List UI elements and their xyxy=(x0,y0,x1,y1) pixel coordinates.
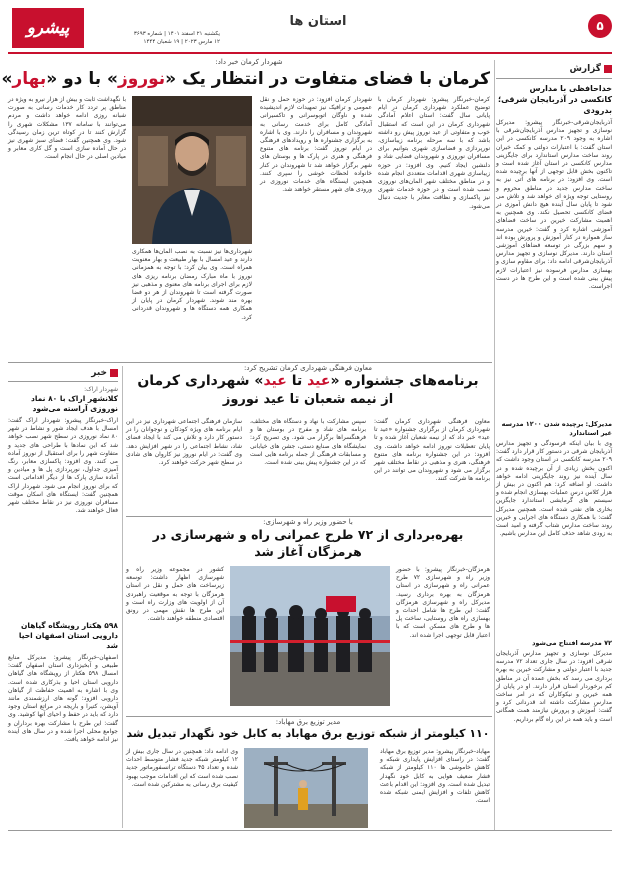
story2-headline: برنامه‌های جشنواره «عید تا عید» شهرداری کرمان xyxy=(137,373,479,389)
report-headline: خداحافظی با مدارس کانکسی در آذربایجان شرقی؛ بدرودی xyxy=(497,84,612,115)
portrait-illustration xyxy=(132,96,252,244)
main-body-3: شهرداری‌ها نیز نسبت به نصب المان‌ها همکاری دارند و عید امسال با بهار طبیعت و بهار معنویت همراه است. وی بیان کرد: با توجه به همزمانی نوروز با ماه مبارک رمضان برنامه ریزی های لازم برای اجرای برنامه های معنوی و مذهبی نیز صورت گرفته است تا شهروندان از هر دو فضا بهره مند شوند. شهردار کرمان در پایان از همکاری همه دستگاه ها و شهروندان قدردانی کرد. xyxy=(132,248,252,321)
story3-photo xyxy=(230,566,390,706)
news-column xyxy=(8,366,118,828)
report-body-2: وی با بیان اینکه فرسودگی و تجهیز مدارس آذربایجان شرقی در دستور کار قرار دارد گفت: ۲۰۹ مدرسه کانکسی در استان وجود داشت که اکنون بخش زیادی از آن برچیده شده و در سال آینده نیز روند جایگزینی ادامه خواهد داشت. او اضافه کرد: هم اکنون در بیش از هزار کلاس درس عملیات بهسازی انجام شده و سیستم های گرمایشی استاندارد جایگزین بخاری های نفتی شده است. همچنین مدیرکل گفت: با همکاری دستگاه های اجرایی و خیرین روند ساخت مدارس شتاب گرفته و امید است به زودی شاهد حذف کامل این مدارس باشیم. xyxy=(496,440,612,538)
story4-photo xyxy=(244,748,368,828)
page-header xyxy=(8,8,612,54)
story2-headline-line2: از نیمه شعبان تا عید نوروز xyxy=(222,392,394,407)
story3-bottom-rule xyxy=(126,716,492,717)
story4-body-2: وی ادامه داد: همچنین در سال جاری بیش از ۱۲ کیلومتر شبکه جدید فشار متوسط احداث شده و تعداد ۴۵ دستگاه ترانسفورماتور جدید نصب شده است که این اقدامات موجب بهبود کیفیت برق رسانی به مشترکین شده است. xyxy=(126,748,238,788)
right-column xyxy=(496,58,612,828)
story3-headline: بهره‌برداری از ۷۲ طرح عمرانی راه و شهرسازی در هرمزگان آغاز شد xyxy=(152,527,464,559)
story3 xyxy=(126,518,490,714)
story4-headline: ۱۱۰ کیلومتر از شبکه توزیع برق مهاباد به کابل خود نگهدار تبدیل شد xyxy=(126,727,490,740)
news-item2-title: ۵۹۸ هکتار رویشگاه گیاهان دارویی استان اصفهان احیا شد xyxy=(18,621,118,650)
main-kicker: شهردار کرمان خبر داد: xyxy=(215,58,283,66)
main-story xyxy=(1,56,490,360)
header-rule xyxy=(8,52,612,54)
main-headline: کرمان با فضای متفاوت در انتظار یک «نوروز» با دو «بهار» xyxy=(1,69,490,89)
right-col-divider xyxy=(494,60,495,830)
story3-body-1: هرمزگان-خبرنگار پیشرو: با حضور وزیر راه و شهرسازی ۷۲ طرح عمرانی راه و شهرسازی در استان هرمزگان به بهره برداری رسید. مدیرکل راه و شهرسازی هرمزگان گفت: این طرح ها شامل احداث و بهسازی راه های روستایی، ساخت پل ها و طرح های مسکن است که با اعتبار قابل توجهی اجرا شده اند. xyxy=(396,566,491,639)
report-subhead: مدیرکل: برچیده شدن ۱۲۰۰ مدرسه غیر استاندارد xyxy=(501,420,612,437)
main-body-1: کرمان-خبرنگار پیشرو: شهردار کرمان با توضیح عملکرد شهرداری کرمان در ایام پایانی سال گفت: استان اعلام آمادگی شهرداری کرمان در این است که استقبال خوب و متفاوتی از عید نوروز پیش رو داشته باشد که با سه مرحله برنامه زیباسازی، نورپردازی و فضاسازی شهری بتوانیم برای مسافران نوروزی و شهروندان فضایی شاد و دلنشین ایجاد کنیم. وی افزود: در حوزه زیباسازی شهری اقدامات متعددی انجام شده و در مناطق مختلف شهر المان‌های نوروزی نصب شده است و در حوزه خدمات شهری نیز پاکسازی و نظافت معابر با جدیت دنبال می‌شود. xyxy=(378,96,490,210)
power-line-illustration xyxy=(244,748,368,828)
report-body-1: آذربایجان‌شرقی-خبرنگار پیشرو: مدیرکل نوسازی و تجهیز مدارس آذربایجان‌شرقی با اشاره به وجود ۲۰۹ مدرسه کانکسی در این استان گفت: با اعتبارات دولتی و کمک خیران روند ساخت مدارس استاندارد برای جایگزینی مدارس کانکسی در استان آغاز شده است و تاکنون بخش قابل توجهی از آنها برچیده شده است. وی افزود: در برنامه های آتی نیز به ساخت مدارس جدید در مناطق محروم و روستایی توجه ویژه ای خواهد شد و تلاش می شود تا پایان سال آینده هیچ دانش آموزی در فضای کانکسی تحصیل نکند. وی همچنین به اهمیت مشارکت خیرین در ساخت فضاهای آموزشی اشاره کرد و گفت: خیرین مدرسه ساز همواره در کنار آموزش و پرورش بوده اند و سهم بزرگی در توسعه فضاهای آموزشی استان دارند. مدیرکل نوسازی و تجهیز مدارس آذربایجان‌شرقی ادامه داد: برای مقاوم سازی و بهسازی مدارس فرسوده نیز اعتبارات لازم پیش بینی شده است و این طرح ها در دست اجراست. xyxy=(496,119,612,291)
brand-logo: پیشرو xyxy=(12,8,84,48)
footer-rule xyxy=(8,830,612,831)
issue-date: یکشنبه ۲۱ اسفند ۱۴۰۱ | شماره ۳۶۹۳ ۱۲ مارس ۲۰۲۳ | ۱۹ شعبان ۱۴۴۴ xyxy=(133,31,220,45)
tag-square-icon xyxy=(110,369,118,377)
news-item1-kicker: شهردار اراک: xyxy=(84,386,118,393)
story2-body-1: معاون فرهنگی شهرداری کرمان گفت: شهرداری کرمان از برگزاری جشنواره «عید تا عید» خبر داد که از نیمه شعبان آغاز شده و تا پایان تعطیلات نوروز ادامه خواهد داشت. وی افزود: در این جشنواره برنامه های متنوع فرهنگی، هنری و مذهبی در نقاط مختلف شهر برگزار می شود و شهروندان می توانند در این برنامه ها شرکت کنند. xyxy=(374,418,490,483)
story2-body-2: سپس مشارکت با نهاد و دستگاه های مختلف، برنامه های شاد و مفرح در بوستان ها و فرهنگسراها برگزار می شود. وی تصریح کرد: نمایشگاه های صنایع دستی، جشن های خیابانی و مسابقات فرهنگی از جمله برنامه هایی است که در این جشنواره پیش بینی شده است. xyxy=(250,418,366,467)
main-bottom-rule xyxy=(8,362,492,363)
main-body-2: شهردار کرمان افزود: در حوزه حمل و نقل عمومی و ترافیک نیز تمهیدات لازم اندیشیده شده و ناوگان اتوبوسرانی و تاکسیرانی آمادگی کامل برای خدمت رسانی به شهروندان و مسافران را دارند. وی با اشاره به برگزاری جشنواره ها و رویدادهای فرهنگی در ایام نوروز گفت: برنامه های متنوع فرهنگی و هنری در پارک ها و بوستان های شهر برگزار خواهد شد تا شهروندان در کنار خانواده لحظات خوشی را سپری کنند. همچنین ایستگاه های خدمات نوروزی در ورودی های شهر مستقر خواهند شد. xyxy=(260,96,372,194)
left-col-divider xyxy=(122,366,123,828)
story2-kicker: معاون فرهنگی شهرداری کرمان تشریح کرد: xyxy=(244,364,372,372)
story2-body-3: سازمان فرهنگی اجتماعی شهرداری نیز در این ایام برنامه های ویژه کودکان و نوجوانان را در دستور کار دارد و تلاش می کند با ایجاد فضای شاد، نشاط اجتماعی را در شهر افزایش دهد. وی گفت: در ایام نوروز نیز کاروان های شادی در سطح شهر حرکت خواهند کرد. xyxy=(126,418,242,467)
story4 xyxy=(126,718,490,830)
report-subhead-2: ۷۲ مدرسه افتتاح می‌شود xyxy=(532,639,612,647)
report-tag: گزارش xyxy=(496,58,612,79)
ribbon-ceremony-illustration xyxy=(230,566,390,706)
story2 xyxy=(126,364,490,514)
story4-kicker: مدیر توزیع برق مهاباد: xyxy=(275,718,341,726)
story3-body-2: کشور در مجموعه وزیر راه و شهرسازی اظهار داشت: توسعه زیرساخت های حمل و نقل در استان هرمزگان با توجه به موقعیت راهبردی آن از اولویت های وزارت راه است و این طرح ها نقش مهمی در رونق اقتصادی منطقه خواهند داشت. xyxy=(126,566,224,623)
story3-kicker: با حضور وزیر راه و شهرسازی: xyxy=(263,518,353,526)
news-tag: خبر xyxy=(8,366,118,382)
report-body-3: مدیرکل نوسازی و تجهیز مدارس آذربایجان شرقی افزود: در سال جاری تعداد ۷۲ مدرسه جدید با اعتبار دولتی و مشارکت خیرین به بهره برداری می رسد که بخش عمده آن در مناطق کم برخوردار استان قرار دارند. او در پایان از همه خیرین و نیکوکاران که در امر ساخت مدارس مشارکت داشته اند قدردانی کرد و گفت: آموزش و پرورش نیازمند همت همگانی است و باید همه در این راه گام برداریم. xyxy=(496,650,612,723)
news-item2-body: اصفهان-خبرنگار پیشرو: مدیرکل منابع طبیعی و آبخیزداری استان اصفهان گفت: امسال ۵۹۸ هکتار از رویشگاه های گیاهان دارویی استان احیا و بذرکاری شده است. وی با اشاره به اهمیت حفاظت از گیاهان دارویی افزود: گونه های ارزشمندی مانند آویشن، کتیرا و باریجه در مراتع استان وجود دارد که باید در حفظ و احیای آنها کوشید. وی گفت: این طرح با مشارکت بهره برداران و جوامع محلی اجرا شده و در سال های آینده نیز ادامه خواهد یافت. xyxy=(8,654,118,744)
story2-bottom-rule xyxy=(126,516,492,517)
page-number-badge: ۵ xyxy=(588,14,612,38)
news-item1-title: کلانشهر اراک با ۸۰ نماد نوروزی آراسته می‌شود xyxy=(30,394,118,413)
main-photo xyxy=(132,96,252,244)
news-item1-body: اراک-خبرنگار پیشرو: شهردار اراک گفت: امسال با هدف ایجاد شور و نشاط در شهر ۸۰ نماد نوروزی در سطح شهر نصب خواهد شد که این نمادها با طراحی های جدید و متفاوت شهر را برای استقبال از نوروز آماده می کنند. وی افزود: پاکسازی معابر، رنگ آمیزی جداول، نورپردازی پل ها و میادین و آماده سازی پارک ها از دیگر اقداماتی است که برای نوروز انجام می شود. شهردار اراک همچنین گفت: ایستگاه های اسکان موقت مسافران نوروزی نیز در نقاط مختلف شهر فعال خواهند شد. xyxy=(8,417,118,515)
story4-body-1: مهاباد-خبرنگار پیشرو: مدیر توزیع برق مهاباد گفت: در راستای افزایش پایداری شبکه و کاهش خاموشی ها ۱۱۰ کیلومتر از شبکه فشار ضعیف هوایی به کابل خود نگهدار تبدیل شده است. وی افزود: این اقدام باعث کاهش تلفات و افزایش ایمنی شبکه شده است. xyxy=(380,748,491,805)
section-title: استان ها xyxy=(289,14,347,29)
tag-square-icon xyxy=(604,65,612,73)
main-body-4: با نگهداشت ثابت و بیش از هزار نیرو به ویژه در مناطق پر تردد کار خدمات رسانی به صورت شبانه روزی ادامه خواهد داشت و مردم می‌توانند با سامانه ۱۳۷ مشکلات شهری را گزارش کنند تا در کوتاه ترین زمان رسیدگی شود. وی همچنین گفت: فضای سبز شهری نیز در حال آماده سازی است و گل کاری معابر و میادین اصلی در حال انجام است. xyxy=(8,96,126,161)
